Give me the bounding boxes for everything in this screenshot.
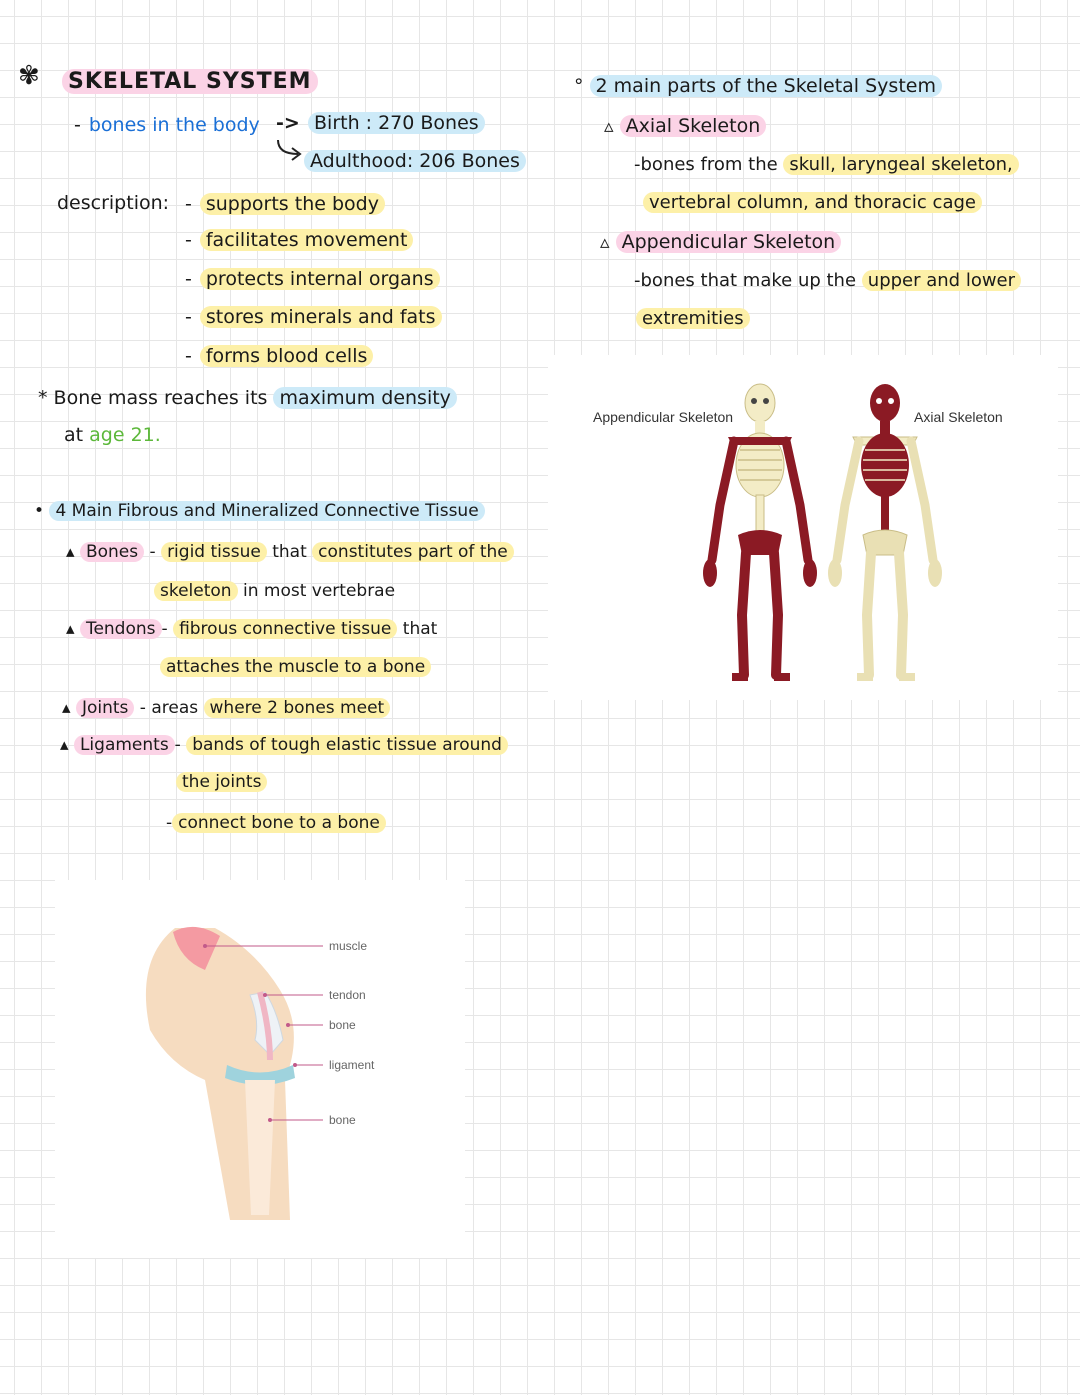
knee-joint-figure (55, 880, 465, 1258)
curved-arrow-icon (274, 138, 306, 164)
bullet-dot-icon: • (34, 501, 45, 521)
birth-bones: Birth : 270 Bones (308, 112, 485, 134)
description-item: - facilitates movement (185, 226, 413, 254)
description-label: description: (57, 192, 170, 214)
tendon-label: tendon (329, 988, 366, 1002)
joints-definition: ▴ Joints - areas where 2 bones meet (62, 694, 390, 722)
skeleton-illustration (548, 355, 1058, 700)
triangle-bullet-icon: ▵ (600, 231, 610, 253)
bones-definition: ▴ Bones - rigid tissue that constitutes part of the (66, 538, 514, 566)
axial-skeleton-label: Axial Skeleton (914, 409, 1003, 425)
ligaments-definition-cont: the joints (176, 768, 267, 796)
axial-line1: -bones from the skull, laryngeal skeleton, (634, 151, 1019, 179)
description-item: - supports the body (185, 190, 385, 218)
triangle-bullet-icon: ▴ (60, 735, 69, 755)
bones-definition-cont: skeleton in most vertebrae (154, 577, 395, 605)
page-title: SKELETAL SYSTEM (62, 69, 318, 94)
dash-bullet: - (74, 114, 81, 136)
star-icon: * (38, 387, 48, 409)
connective-heading: • 4 Main Fibrous and Mineralized Connective Tissue (34, 497, 485, 525)
appendicular-skeleton (703, 384, 817, 681)
ligaments-connect: - connect bone to a bone (166, 809, 386, 837)
muscle-label: muscle (329, 939, 368, 953)
triangle-bullet-icon: ▴ (66, 619, 75, 639)
axial-title: ▵ Axial Skeleton (604, 112, 766, 140)
bullet-circle-icon: ° (574, 75, 584, 97)
appendicular-title: ▵ Appendicular Skeleton (600, 228, 841, 256)
right-arrow-icon: -> (276, 112, 300, 134)
bone-label: bone (329, 1113, 356, 1127)
bones-in-body-label: bones in the body (88, 114, 260, 136)
description-item: - stores minerals and fats (185, 303, 442, 331)
knee-illustration (55, 880, 465, 1258)
appendicular-line2: extremities (636, 305, 750, 333)
ligaments-definition: ▴ Ligaments - bands of tough elastic tissue around (60, 731, 508, 759)
appendicular-line1: -bones that make up the upper and lower (634, 267, 1021, 295)
bone-mass-age: at age 21. (64, 424, 161, 446)
bones-in-body-row (74, 111, 260, 139)
axial-skeleton (828, 384, 942, 681)
tendons-definition-cont: attaches the muscle to a bone (160, 653, 431, 681)
description-item: - forms blood cells (185, 342, 373, 370)
flower-doodle-icon: ✾ (18, 61, 40, 91)
description-item: - protects internal organs (185, 265, 440, 293)
main-parts-heading: ° 2 main parts of the Skeletal System (574, 72, 942, 100)
axial-line2: vertebral column, and thoracic cage (643, 189, 982, 217)
triangle-bullet-icon: ▴ (66, 542, 75, 562)
adulthood-bones: Adulthood: 206 Bones (304, 150, 526, 172)
triangle-bullet-icon: ▵ (604, 115, 614, 137)
appendicular-skeleton-label: Appendicular Skeleton (593, 409, 734, 425)
tendons-definition: ▴ Tendons - fibrous connective tissue that (66, 619, 438, 639)
triangle-bullet-icon: ▴ (62, 698, 71, 718)
bone-label: bone (329, 1018, 356, 1032)
ligament-label: ligament (329, 1058, 375, 1072)
skeleton-figure (548, 355, 1058, 700)
bone-mass-note: * Bone mass reaches its maximum density (38, 384, 457, 412)
